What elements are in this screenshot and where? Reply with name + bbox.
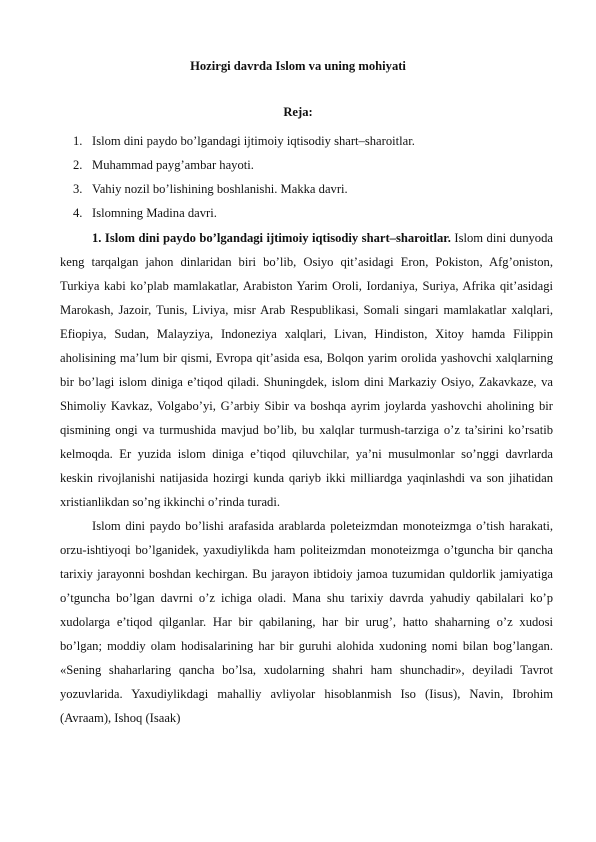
paragraph-1 [60,226,553,514]
plan-item-text: Islomning Madina davri. [92,206,217,220]
plan-item [73,153,415,177]
document-body [60,226,553,730]
plan-item-number: 1. [73,134,83,148]
plan-item-number: 2. [73,158,83,172]
plan-item-text: Islom dini paydo bo’lgandagi ijtimoiy iqtisodiy shart–sharoitlar. [92,134,415,148]
section-heading: 1. Islom dini paydo bo’lgandagi ijtimoiy iqtisodiy shart–sharoitlar. [92,231,451,245]
plan-list [73,129,415,225]
plan-item-text: Muhammad payg’ambar hayoti. [92,158,254,172]
plan-item [73,201,415,225]
plan-heading: Reja: [283,105,313,119]
paragraph-1-text: Islom dini dunyoda keng tarqalgan jahon dinlaridan biri bo’lib, Osiyo qit’asidagi Eron, Pokiston, Afg’oniston, Turkiya kabi ko’plab mamlakatlar, Arabiston Yarim Oroli, Iordaniya, Suriya, Afrika qit’asidagi Marokash, Jazoir, Tunis, Liviya, misr Arab Respublikasi, Somali singari mamlakatlar xalqlari, Efiopiya, Sudan, Malayziya, Indoneziya xalqlari, Livan, Hindiston, Xitoy hamda Filippin aholisining ma’lum bir qismi, Evropa qit’asida esa, Bolqon yarim orolida yashovchi xalqlarning bir bo’lagi islom diniga e’tiqod qiladi. Shuningdek, islom dini Markaziy Osiyo, Zakavkaze, va Shimoliy Kavkaz, Volgabo’yi, G’arbiy Sibir va boshqa ayrim joylarda yashovchi aholining bir qismining ongi va turmushida mavjud bo’lib, bu xalqlar turmush-tarziga o’z ta’sirini ko’rsatib kelmoqda. Er yuzida islom diniga e’tiqod qiluvchilar, ya’ni musulmonlar so’nggi davrlarda keskin rivojlanishi natijasida hozirgi kunda qariyb ikki milliardga yaqinlashdi va son jihatidan xristianlikdan so’ng ikkinchi o’rinda turadi. [60,231,553,509]
plan-item [73,129,415,153]
plan-item-text: Vahiy nozil bo’lishining boshlanishi. Makka davri. [92,182,348,196]
plan-item-number: 4. [73,206,83,220]
plan-item-number: 3. [73,182,83,196]
plan-item [73,177,415,201]
paragraph-2: Islom dini paydo bo’lishi arafasida arablarda poleteizmdan monoteizmga o’tish harakati, orzu-ishtiyoqi bo’lganidek, yaxudiylikda ham politeizmdan monoteizmga o’tguncha bir qancha tarixiy jarayonni boshdan kechirgan. Bu jarayon ibtidoiy jamoa tuzumidan quldorlik jamiyatiga o’tguncha bo’lgan davrni o’z ichiga oladi. Mana shu tarixiy davrda yahudiy qabilalari ko’p xudolarga e’tiqod qilganlar. Har bir qabilaning, har bir urug’, hatto shaharning o’z xudosi bo’lgan; moddiy olam hodisalarining har bir guruhi alohida xudoning nomi bilan bog’langan. «Sening shaharlaring qancha bo’lsa, xudolarning shahri ham shunchadir», deyiladi Tavrot yozuvlarida. Yaxudiylikdagi mahalliy avliyolar hisoblanmish Iso (Iisus), Navin, Ibrohim (Avraam), Ishoq (Isaak) [60,519,553,725]
document-title: Hozirgi davrda Islom va uning mohiyati [190,59,406,73]
